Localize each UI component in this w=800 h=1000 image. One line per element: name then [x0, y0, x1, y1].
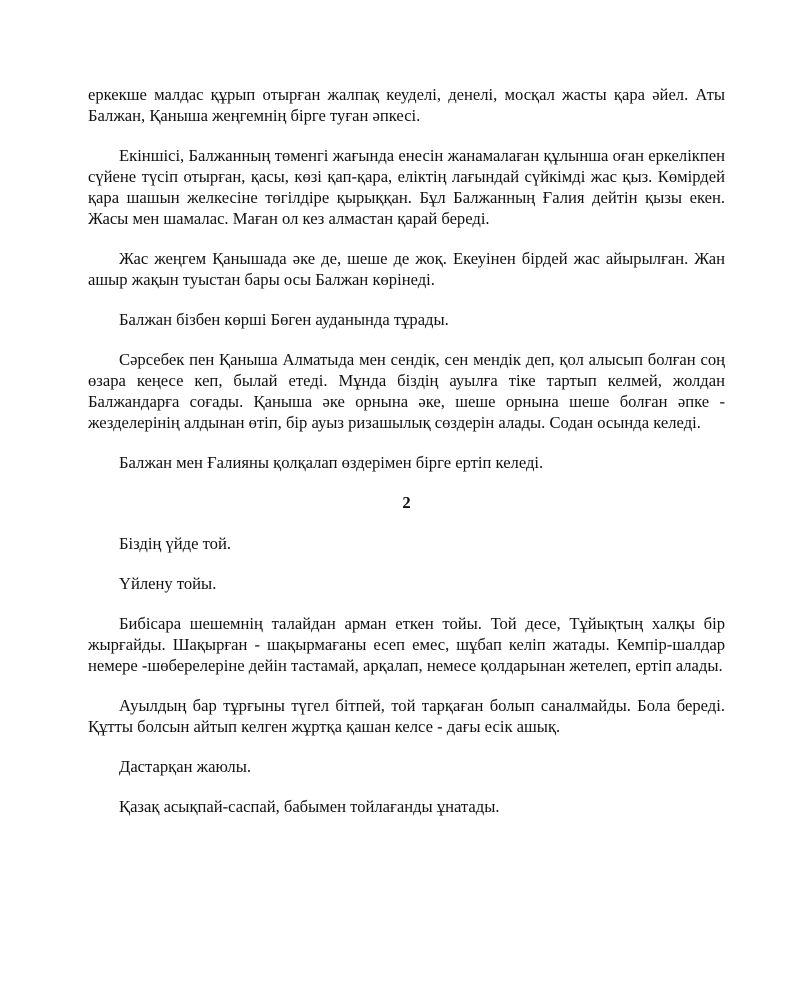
- paragraph: Ауылдың бар тұрғыны түгел бітпей, той тарқаған болып саналмайды. Бола береді. Құтты болсын айтып келген жұртқа қашан келсе - дағы есік ашық.: [88, 696, 725, 736]
- document-page: [88, 84, 725, 836]
- paragraph: Бибісара шешемнің талайдан арман еткен тойы. Той десе, Тұйықтың халқы бір жырғайды. Шақырған - шақырмағаны есеп емес, шұбап келіп жатады. Кемпір-шалдар немере -шөберелеріне дейін тастамай, арқалап, немесе қолдарынан жетелеп, ертіп алады.: [88, 614, 725, 675]
- paragraph: Қазақ асықпай-саспай, бабымен тойлағанды ұнатады.: [119, 797, 500, 816]
- paragraph: Жас жеңгем Қанышада әке де, шеше де жоқ. Екеуінен бірдей жас айырылған. Жан ашыр жақын туыстан бары осы Балжан көрінеді.: [88, 249, 725, 289]
- paragraph: Балжан бізбен көрші Бөген ауданында тұрады.: [119, 310, 449, 329]
- paragraph: Сәрсебек пен Қаныша Алматыда мен сендік, сен мендік деп, қол алысып болған соң өзара кеңесе кеп, былай етеді. Мұнда біздің ауылға тіке тартып келмей, жолдан Балжандарға соғады. Қаныша әке орнына әке, шеше орнына шеше болған әпке - жезделерінің алдынан өтіп, бір ауыз ризашылық сөздерін алады. Содан осында келеді.: [88, 350, 725, 432]
- paragraph: Екіншісі, Балжанның төменгі жағында енесін жанамалаған құлынша оған еркелікпен сүйене түсіп отырған, қасы, көзі қап-қара, еліктің лағындай сүйкімді жас қыз. Көмірдей қара шашын желкесіне төгілдіре қырыққан. Бұл Балжанның Ғалия дейтін қызы екен. Жасы мен шамалас. Маған ол кез алмастан қарай береді.: [88, 146, 725, 228]
- paragraph: Біздің үйде той.: [119, 534, 231, 553]
- paragraph: Үйлену тойы.: [119, 574, 217, 593]
- paragraph: Дастарқан жаюлы.: [119, 757, 252, 776]
- paragraph: Балжан мен Ғалияны қолқалап өздерімен бірге ертіп келеді.: [119, 453, 544, 472]
- paragraph: еркекше малдас құрып отырған жалпақ кеуделі, денелі, мосқал жасты қара әйел. Аты Балжан, Қаныша жеңгемнің бірге туған әпкесі.: [88, 85, 725, 125]
- section-number: 2: [402, 493, 411, 512]
